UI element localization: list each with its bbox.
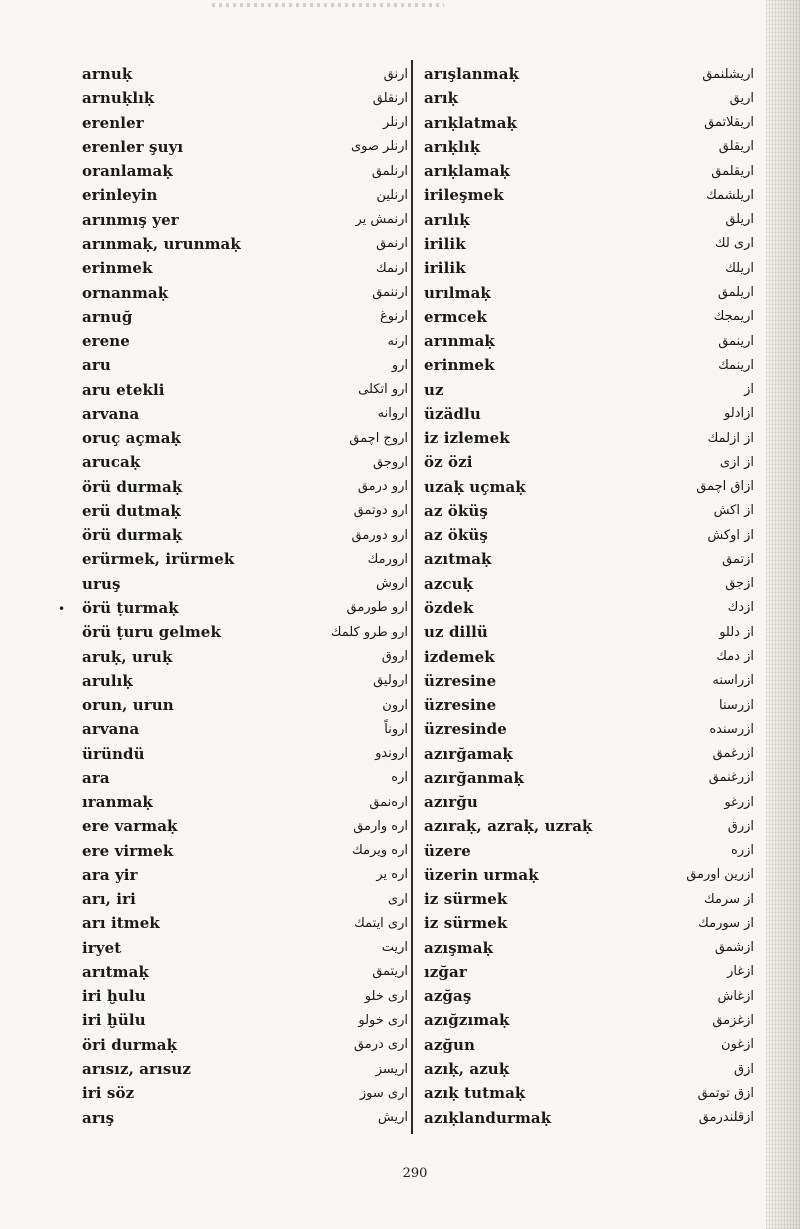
dictionary-entry xyxy=(424,693,754,717)
entry-ottoman-script: اروش xyxy=(375,576,408,592)
entry-ottoman-script: اریمجك xyxy=(713,309,754,325)
entry-ottoman-script: ارنق xyxy=(383,66,408,82)
entry-transliteration: erenler şuyı xyxy=(82,137,184,156)
dictionary-entry xyxy=(424,741,754,765)
entry-ottoman-script: اره وارمق xyxy=(353,818,408,834)
entry-transliteration: irileşmek xyxy=(424,186,504,205)
dictionary-entry xyxy=(82,911,408,935)
dictionary-entry xyxy=(424,984,754,1008)
entry-ottoman-script: ازغزمق xyxy=(712,1012,754,1028)
entry-transliteration: azırğu xyxy=(424,793,478,812)
entry-transliteration: ıranmaḳ xyxy=(82,793,153,812)
entry-transliteration: öz özi xyxy=(424,453,473,472)
entry-transliteration: arışlanmaḳ xyxy=(424,65,520,84)
dictionary-entry xyxy=(82,984,408,1008)
entry-ottoman-script: ارنوغ xyxy=(380,309,408,325)
entry-transliteration: arış xyxy=(82,1108,115,1127)
entry-transliteration: aru xyxy=(82,356,111,375)
entry-transliteration: arınmaḳ xyxy=(424,332,495,351)
entry-transliteration: az öküş xyxy=(424,501,488,520)
entry-ottoman-script: اروندو xyxy=(375,746,408,762)
right-column xyxy=(424,62,754,1130)
entry-transliteration: erürmek, irürmek xyxy=(82,550,235,569)
entry-transliteration: azığzımaḳ xyxy=(424,1011,510,1030)
dictionary-entry xyxy=(424,523,754,547)
scan-edge-texture xyxy=(766,0,800,1229)
entry-transliteration: arınmaḳ, urunmaḳ xyxy=(82,234,241,253)
page-number: 290 xyxy=(402,1166,428,1181)
stray-mark: • xyxy=(58,602,66,616)
entry-transliteration: erene xyxy=(82,332,130,351)
entry-ottoman-script: اریقلاتمق xyxy=(704,115,754,131)
entry-transliteration: üzere xyxy=(424,841,471,860)
dictionary-entry xyxy=(82,596,408,620)
entry-transliteration: iryet xyxy=(82,938,122,957)
entry-transliteration: uruş xyxy=(82,574,121,593)
dictionary-entry xyxy=(82,523,408,547)
dictionary-entry xyxy=(82,402,408,426)
left-column xyxy=(82,62,408,1130)
dictionary-entry xyxy=(424,426,754,450)
entry-transliteration: ara yir xyxy=(82,865,138,884)
entry-transliteration: azıḳ, azuḳ xyxy=(424,1060,510,1079)
entry-transliteration: orun, urun xyxy=(82,696,174,715)
entry-ottoman-script: اروج اچمق xyxy=(349,430,408,446)
dictionary-entry xyxy=(82,329,408,353)
entry-ottoman-script: اریلق xyxy=(725,212,754,228)
dictionary-entry xyxy=(82,499,408,523)
entry-transliteration: üründü xyxy=(82,744,145,763)
entry-transliteration: arulıḳ xyxy=(82,671,133,690)
entry-ottoman-script: ازرسنا xyxy=(719,697,754,713)
entry-transliteration: arnuḳ xyxy=(82,65,133,84)
dictionary-entry xyxy=(82,450,408,474)
entry-transliteration: iz izlemek xyxy=(424,429,510,448)
dictionary-entry xyxy=(82,547,408,571)
entry-ottoman-script: ازراسنه xyxy=(712,673,754,689)
entry-ottoman-script: ارو xyxy=(391,357,408,373)
entry-transliteration: arı, iri xyxy=(82,890,136,909)
entry-transliteration: arnuğ xyxy=(82,307,133,326)
entry-transliteration: erinmek xyxy=(424,356,495,375)
dictionary-entry xyxy=(82,232,408,256)
entry-ottoman-script: ازجق xyxy=(725,576,754,592)
entry-ottoman-script: اریت xyxy=(381,940,408,956)
entry-transliteration: arıḳlatmaḳ xyxy=(424,113,518,132)
entry-ottoman-script: اروجق xyxy=(372,454,408,470)
entry-ottoman-script: اریتمق xyxy=(372,964,408,980)
entry-ottoman-script: اری خولو xyxy=(358,1012,408,1028)
dictionary-entry xyxy=(424,280,754,304)
dictionary-entry xyxy=(82,717,408,741)
entry-transliteration: erü dutmaḳ xyxy=(82,501,181,520)
entry-ottoman-script: ازق xyxy=(734,1061,754,1077)
entry-ottoman-script: اره یر xyxy=(376,867,408,883)
dictionary-entry xyxy=(424,256,754,280)
entry-transliteration: aru etekli xyxy=(82,380,165,399)
dictionary-entry xyxy=(82,960,408,984)
entry-transliteration: azırğanmaḳ xyxy=(424,768,524,787)
dictionary-entry xyxy=(424,305,754,329)
entry-ottoman-script: ارەنمق xyxy=(369,794,408,810)
entry-transliteration: örü durmaḳ xyxy=(82,477,183,496)
entry-ottoman-script: ازرق xyxy=(727,818,754,834)
dictionary-entry xyxy=(82,839,408,863)
entry-ottoman-script: اریلشمك xyxy=(706,187,754,203)
entry-ottoman-script: ارنلین xyxy=(376,187,408,203)
dictionary-entry xyxy=(82,86,408,110)
dictionary-entry xyxy=(424,839,754,863)
entry-ottoman-script: اره xyxy=(391,770,408,786)
entry-transliteration: izdemek xyxy=(424,647,495,666)
entry-ottoman-script: ارنلر xyxy=(383,115,408,131)
dictionary-entry xyxy=(82,426,408,450)
entry-ottoman-script: ازاق اچمق xyxy=(696,479,754,495)
entry-transliteration: iri ḫülu xyxy=(82,1011,146,1030)
entry-ottoman-script: اری xyxy=(387,891,408,907)
entry-transliteration: arvana xyxy=(82,720,140,739)
entry-transliteration: arınmış yer xyxy=(82,210,179,229)
dictionary-entry xyxy=(424,450,754,474)
dictionary-entry xyxy=(424,717,754,741)
scan-top-smudge xyxy=(212,3,444,7)
entry-transliteration: erinmek xyxy=(82,259,153,278)
entry-ottoman-script: اروليق xyxy=(373,673,408,689)
entry-ottoman-script: اری سوز xyxy=(359,1085,408,1101)
entry-ottoman-script: اری ایتمك xyxy=(354,915,408,931)
entry-transliteration: irilik xyxy=(424,234,466,253)
dictionary-entry xyxy=(424,1105,754,1129)
entry-ottoman-script: ازغاش xyxy=(717,988,754,1004)
entry-ottoman-script: اروق xyxy=(381,649,408,664)
dictionary-entry xyxy=(424,572,754,596)
entry-transliteration: oruç açmaḳ xyxy=(82,429,182,448)
entry-transliteration: arı itmek xyxy=(82,914,160,933)
dictionary-entry xyxy=(424,135,754,159)
entry-ottoman-script: ارنه xyxy=(387,333,408,349)
dictionary-entry xyxy=(424,547,754,571)
entry-ottoman-script: اری لك xyxy=(714,236,754,252)
entry-transliteration: azıtmaḳ xyxy=(424,550,492,569)
entry-ottoman-script: ارننمق xyxy=(372,285,408,301)
entry-ottoman-script: از ازی xyxy=(719,454,754,470)
entry-transliteration: örü ṭurmaḳ xyxy=(82,598,179,617)
entry-ottoman-script: اری خلو xyxy=(364,988,408,1004)
entry-transliteration: arıḳlamaḳ xyxy=(424,162,511,181)
entry-transliteration: azıḳ tutmaḳ xyxy=(424,1084,526,1103)
dictionary-entry xyxy=(424,863,754,887)
dictionary-entry xyxy=(82,208,408,232)
dictionary-entry xyxy=(424,960,754,984)
entry-ottoman-script: اریشلنمق xyxy=(702,66,754,82)
entry-ottoman-script: ارو دورمق xyxy=(351,527,408,543)
dictionary-entry xyxy=(424,329,754,353)
entry-transliteration: uzaḳ uçmaḳ xyxy=(424,477,526,496)
entry-ottoman-script: ارنلمق xyxy=(371,163,408,179)
entry-transliteration: özdek xyxy=(424,598,474,617)
dictionary-entry xyxy=(424,208,754,232)
entry-ottoman-script: از سرمك xyxy=(703,891,754,907)
dictionary-entry xyxy=(82,475,408,499)
entry-ottoman-script: اریق xyxy=(729,90,754,106)
dictionary-entry xyxy=(424,232,754,256)
dictionary-entry xyxy=(82,814,408,838)
dictionary-entry xyxy=(424,911,754,935)
entry-transliteration: azıḳlandurmaḳ xyxy=(424,1108,552,1127)
entry-ottoman-script: اروانه xyxy=(377,406,408,422)
entry-ottoman-script: اریلمق xyxy=(717,285,754,301)
entry-transliteration: üzädlu xyxy=(424,404,481,423)
entry-ottoman-script: اریلك xyxy=(725,260,754,276)
entry-ottoman-script: ارورمك xyxy=(367,551,408,567)
entry-ottoman-script: ارینمك xyxy=(718,357,754,373)
entry-ottoman-script: ارون xyxy=(382,697,408,713)
entry-transliteration: oranlamaḳ xyxy=(82,162,173,181)
dictionary-entry xyxy=(82,377,408,401)
entry-ottoman-script: اریقلمق xyxy=(711,163,754,179)
entry-transliteration: örü ṭuru gelmek xyxy=(82,623,221,642)
dictionary-entry xyxy=(82,159,408,183)
entry-transliteration: iz sürmek xyxy=(424,890,508,909)
dictionary-entry xyxy=(424,596,754,620)
entry-ottoman-script: ارنقلق xyxy=(372,90,408,106)
dictionary-entry xyxy=(424,183,754,207)
dictionary-entry xyxy=(82,741,408,765)
entry-ottoman-script: ازرغو xyxy=(724,794,754,810)
dictionary-entry xyxy=(82,693,408,717)
entry-transliteration: erinleyin xyxy=(82,186,158,205)
dictionary-entry xyxy=(82,183,408,207)
entry-transliteration: ermcek xyxy=(424,307,487,326)
entry-ottoman-script: ازرغمق xyxy=(712,746,754,762)
dictionary-entry xyxy=(82,766,408,790)
dictionary-entry xyxy=(424,475,754,499)
dictionary-entry xyxy=(82,790,408,814)
entry-ottoman-script: ازغار xyxy=(727,964,754,980)
entry-ottoman-script: ازرین اورمق xyxy=(686,867,754,883)
dictionary-entry xyxy=(82,669,408,693)
entry-transliteration: arıḳ xyxy=(424,89,459,108)
entry-transliteration: azırğamaḳ xyxy=(424,744,513,763)
entry-transliteration: ere varmaḳ xyxy=(82,817,178,836)
column-divider xyxy=(411,60,413,1134)
entry-ottoman-script: از دللو xyxy=(719,624,754,640)
entry-ottoman-script: ارنمق xyxy=(376,236,408,252)
entry-ottoman-script: اره ویرمك xyxy=(352,843,408,859)
entry-transliteration: iz sürmek xyxy=(424,914,508,933)
entry-transliteration: iri söz xyxy=(82,1084,135,1103)
dictionary-entry xyxy=(424,669,754,693)
dictionary-entry xyxy=(424,402,754,426)
entry-transliteration: arnuḳlıḳ xyxy=(82,89,155,108)
entry-ottoman-script: ارو دوتمق xyxy=(353,503,408,519)
dictionary-entry xyxy=(82,936,408,960)
entry-transliteration: ornanmaḳ xyxy=(82,283,169,302)
entry-transliteration: üzresinde xyxy=(424,720,507,739)
entry-transliteration: arucaḳ xyxy=(82,453,141,472)
dictionary-entry xyxy=(424,620,754,644)
dictionary-entry xyxy=(82,256,408,280)
entry-ottoman-script: ارو درمق xyxy=(357,479,408,495)
dictionary-entry xyxy=(424,377,754,401)
entry-transliteration: uz dillü xyxy=(424,623,488,642)
entry-ottoman-script: اریقلق xyxy=(718,139,754,155)
entry-ottoman-script: ازق توتمق xyxy=(697,1085,754,1101)
entry-transliteration: arılıḳ xyxy=(424,210,470,229)
dictionary-entry xyxy=(424,644,754,668)
entry-transliteration: arıtmaḳ xyxy=(82,962,149,981)
dictionary-entry xyxy=(82,887,408,911)
dictionary-entry xyxy=(82,1057,408,1081)
entry-transliteration: arvana xyxy=(82,404,140,423)
dictionary-entry xyxy=(82,644,408,668)
entry-ottoman-script: اروناً xyxy=(384,721,408,737)
dictionary-entry xyxy=(424,86,754,110)
entry-transliteration: öri durmaḳ xyxy=(82,1035,178,1054)
entry-transliteration: iri ḫulu xyxy=(82,987,146,1006)
entry-ottoman-script: ارینمق xyxy=(718,333,754,349)
entry-transliteration: azğun xyxy=(424,1035,476,1054)
dictionary-entry xyxy=(424,814,754,838)
entry-transliteration: azğaş xyxy=(424,987,472,1006)
entry-ottoman-script: اری درمق xyxy=(353,1037,408,1053)
entry-transliteration: aruḳ, uruḳ xyxy=(82,647,173,666)
entry-ottoman-script: ازغون xyxy=(721,1037,754,1053)
entry-transliteration: azcuḳ xyxy=(424,574,474,593)
dictionary-entry xyxy=(82,280,408,304)
dictionary-entry xyxy=(424,790,754,814)
entry-transliteration: irilik xyxy=(424,259,466,278)
dictionary-entry xyxy=(82,135,408,159)
entry-ottoman-script: از اكش xyxy=(713,503,754,519)
dictionary-entry xyxy=(424,111,754,135)
dictionary-entry xyxy=(424,1033,754,1057)
entry-ottoman-script: ارنلر صوی xyxy=(350,139,408,155)
entry-transliteration: arısız, arısuz xyxy=(82,1060,192,1079)
entry-ottoman-script: از سورمك xyxy=(698,915,754,931)
dictionary-entry xyxy=(82,305,408,329)
dictionary-entry xyxy=(82,863,408,887)
entry-transliteration: erenler xyxy=(82,113,144,132)
entry-ottoman-script: ازدك xyxy=(727,600,754,616)
entry-transliteration: ızğar xyxy=(424,962,467,981)
entry-transliteration: uz xyxy=(424,380,444,399)
entry-ottoman-script: ازشمق xyxy=(714,940,754,956)
entry-ottoman-script: ارو طورمق xyxy=(346,600,408,616)
dictionary-entry xyxy=(82,62,408,86)
dictionary-entry xyxy=(82,1033,408,1057)
entry-transliteration: üzerin urmaḳ xyxy=(424,865,539,884)
entry-ottoman-script: ازره xyxy=(731,843,754,859)
dictionary-entry xyxy=(82,1081,408,1105)
dictionary-entry xyxy=(82,111,408,135)
dictionary-entry xyxy=(424,936,754,960)
dictionary-entry xyxy=(82,620,408,644)
entry-ottoman-script: ازتمق xyxy=(722,551,754,567)
entry-transliteration: arıḳlıḳ xyxy=(424,137,481,156)
entry-transliteration: azışmaḳ xyxy=(424,938,494,957)
entry-ottoman-script: از xyxy=(744,382,754,398)
entry-ottoman-script: ازادلو xyxy=(724,406,754,422)
entry-transliteration: üzresine xyxy=(424,671,497,690)
entry-transliteration: urılmaḳ xyxy=(424,283,491,302)
dictionary-entry xyxy=(424,1081,754,1105)
entry-ottoman-script: ازرغنمق xyxy=(708,770,754,786)
entry-transliteration: az öküş xyxy=(424,526,488,545)
dictionary-entry xyxy=(424,887,754,911)
entry-transliteration: ara xyxy=(82,768,110,787)
entry-ottoman-script: ازقلندرمق xyxy=(698,1110,754,1126)
dictionary-entry xyxy=(82,572,408,596)
dictionary-entry xyxy=(82,353,408,377)
entry-ottoman-script: ارو طرو كلمك xyxy=(330,624,408,640)
entry-ottoman-script: از اوكش xyxy=(707,527,754,543)
entry-ottoman-script: از ازلمك xyxy=(707,430,754,446)
dictionary-entry xyxy=(424,1008,754,1032)
entry-ottoman-script: ارنمش یر xyxy=(355,212,408,228)
entry-transliteration: örü durmaḳ xyxy=(82,526,183,545)
dictionary-entry xyxy=(424,62,754,86)
entry-ottoman-script: اریش xyxy=(377,1110,408,1126)
dictionary-entry xyxy=(82,1105,408,1129)
entry-transliteration: üzresine xyxy=(424,696,497,715)
dictionary-entry xyxy=(424,1057,754,1081)
entry-transliteration: ere virmek xyxy=(82,841,174,860)
dictionary-entry xyxy=(424,766,754,790)
dictionary-entry xyxy=(424,353,754,377)
entry-ottoman-script: از دمك xyxy=(716,649,754,664)
entry-transliteration: azıraḳ, azraḳ, uzraḳ xyxy=(424,817,593,836)
entry-ottoman-script: ارنمك xyxy=(376,260,408,276)
entry-ottoman-script: ازرسنده xyxy=(709,721,754,737)
dictionary-entry xyxy=(82,1008,408,1032)
dictionary-entry xyxy=(424,499,754,523)
entry-ottoman-script: اریسز xyxy=(375,1061,408,1077)
entry-ottoman-script: ارو اتكلی xyxy=(358,382,408,398)
dictionary-entry xyxy=(424,159,754,183)
